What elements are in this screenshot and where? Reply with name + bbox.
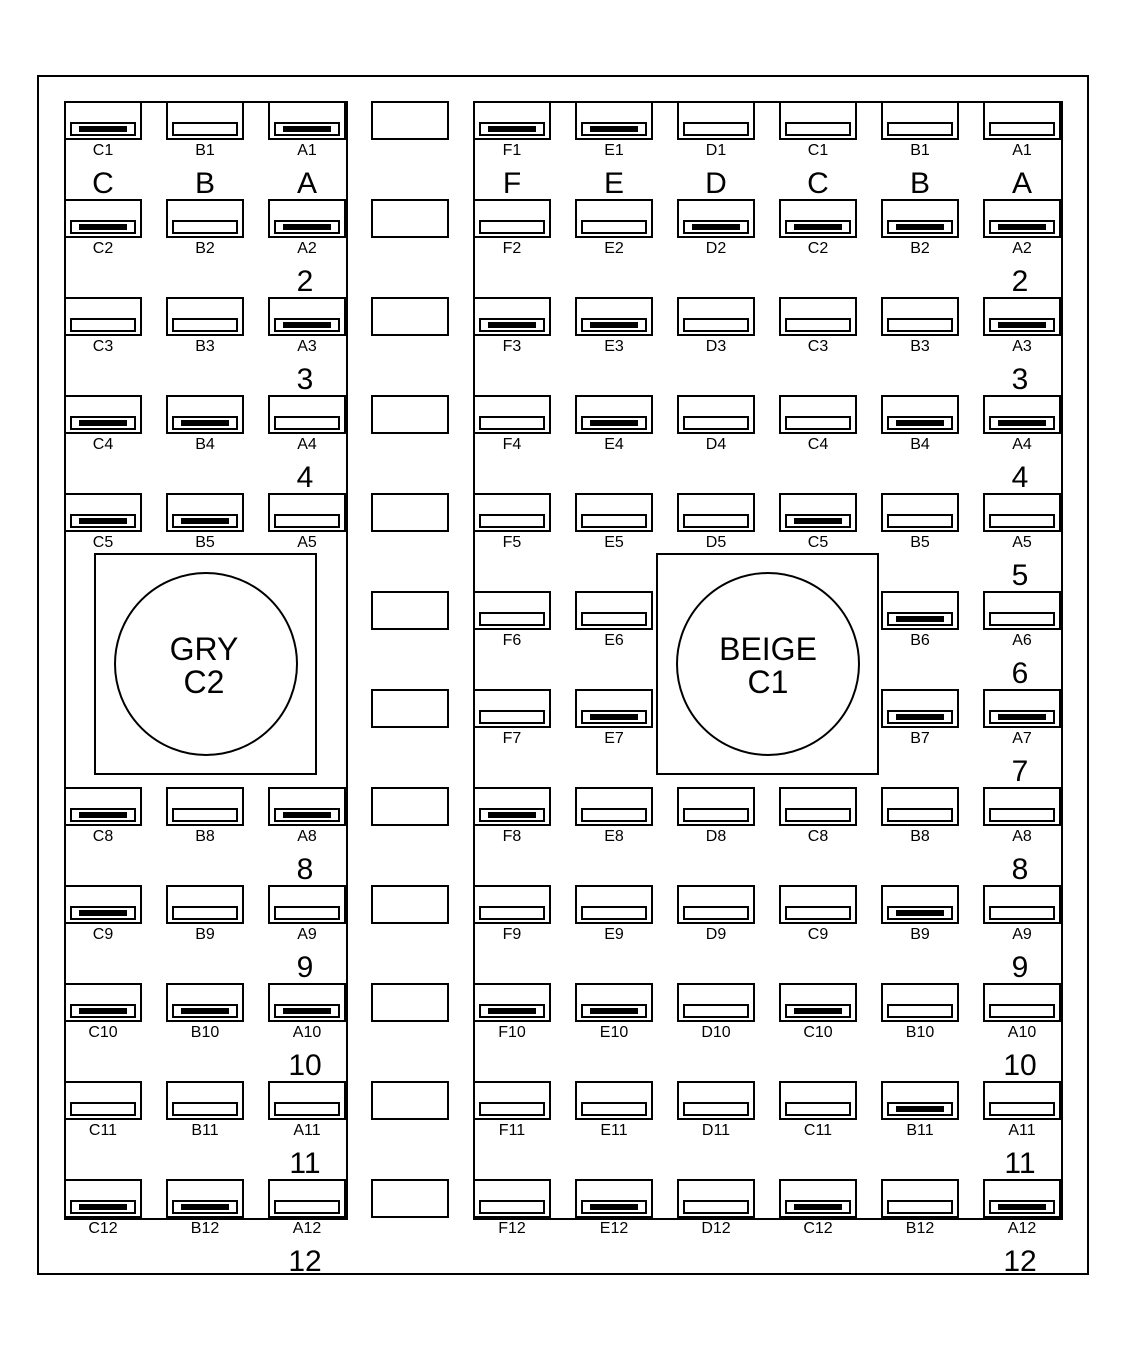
connector-c1-cavity-label: E4 bbox=[604, 436, 624, 453]
connector-c2-cavity-label: A1 bbox=[297, 142, 317, 159]
connector-c2-cavity-label: C4 bbox=[92, 436, 114, 453]
connector-c1-cavity-label: A2 bbox=[1012, 240, 1032, 257]
connector-c1-cavity-label: B10 bbox=[905, 1024, 935, 1041]
connector-c2-cavity-label: C11 bbox=[88, 1122, 118, 1139]
connector-c1-cavity-a5 bbox=[984, 494, 1060, 551]
divider-cell bbox=[372, 1082, 448, 1119]
connector-c1-cavity-label: A8 bbox=[1012, 828, 1032, 845]
terminal-populated-mark bbox=[79, 126, 127, 132]
divider-cell bbox=[372, 592, 448, 629]
connector-c1-cavity-e8 bbox=[576, 788, 652, 845]
divider-cell bbox=[372, 788, 448, 825]
connector-c1-cavity-f12 bbox=[474, 1180, 550, 1237]
connector-c1-cavity-b8 bbox=[882, 788, 958, 845]
terminal-populated-mark bbox=[79, 910, 127, 916]
connector-c1-cavity-label: F1 bbox=[502, 142, 522, 159]
connector-c1-cavity-label: D8 bbox=[705, 828, 727, 845]
connector-c2-cavity-label: B9 bbox=[195, 926, 215, 943]
connector-c1-cavity-label: E1 bbox=[604, 142, 624, 159]
connector-c1-cavity-label: B1 bbox=[910, 142, 930, 159]
connector-c1-cavity-b1 bbox=[882, 102, 958, 159]
connector-c1-cavity-label: C8 bbox=[807, 828, 829, 845]
connector-c1-cavity-e3 bbox=[576, 298, 652, 355]
connector-c1-id-label: C1 bbox=[747, 664, 789, 700]
connector-c1-cavity-label: C11 bbox=[803, 1122, 833, 1139]
connector-c2-cavity-c10 bbox=[65, 984, 141, 1041]
connector-c1-cavity-label: C9 bbox=[807, 926, 829, 943]
connector-c1-cavity-e7 bbox=[576, 690, 652, 747]
divider-cell bbox=[372, 200, 448, 237]
connector-c1-cavity-label: D4 bbox=[705, 436, 727, 453]
connector-c1-cavity-d2 bbox=[678, 200, 754, 257]
connector-c2-cavity-a2 bbox=[269, 200, 345, 257]
connector-c1-column-letter: A bbox=[1011, 167, 1033, 200]
connector-c1-cavity-f3 bbox=[474, 298, 550, 355]
connector-c1-column-letter: F bbox=[502, 167, 522, 200]
connector-c1-column-letter: C bbox=[807, 167, 829, 200]
terminal-populated-mark bbox=[283, 812, 331, 818]
terminal-populated-mark bbox=[590, 420, 638, 426]
divider-cell bbox=[372, 494, 448, 531]
connector-c2-cavity-label: B2 bbox=[195, 240, 215, 257]
connector-c1-cavity-label: C3 bbox=[807, 338, 829, 355]
terminal-populated-mark bbox=[488, 126, 536, 132]
connector-c1-cavity-label: A11 bbox=[1008, 1122, 1036, 1139]
connector-c1-cavity-a10 bbox=[984, 984, 1060, 1041]
connector-c1-cavity-d10 bbox=[678, 984, 754, 1041]
connector-c1-cavity-label: D2 bbox=[705, 240, 727, 257]
terminal-populated-mark bbox=[590, 322, 638, 328]
connector-c2-cavity-b4 bbox=[167, 396, 243, 453]
connector-c1-cavity-c9 bbox=[780, 886, 856, 943]
connector-c2-column-letter: C bbox=[92, 167, 114, 200]
terminal-populated-mark bbox=[79, 224, 127, 230]
connector-c1-column-letter: D bbox=[705, 167, 727, 200]
terminal-populated-mark bbox=[181, 1008, 229, 1014]
connector-c1-cavity-a9 bbox=[984, 886, 1060, 943]
connector-c1-cavity-a1 bbox=[984, 102, 1060, 159]
connector-c1-cavity-e5 bbox=[576, 494, 652, 551]
connector-c1-cavity-a7 bbox=[984, 690, 1060, 747]
connector-c1-cavity-label: E11 bbox=[600, 1122, 628, 1139]
connector-c1-cavity-b12 bbox=[882, 1180, 958, 1237]
connector-c1-cavity-label: B4 bbox=[910, 436, 930, 453]
connector-c2-cavity-label: B10 bbox=[190, 1024, 220, 1041]
connector-c1-row-number: 8 bbox=[1011, 853, 1029, 886]
connector-c2-cavity-label: A8 bbox=[297, 828, 317, 845]
divider-cell bbox=[372, 886, 448, 923]
connector-c2-cavity-b5 bbox=[167, 494, 243, 551]
connector-c1-cavity-label: A7 bbox=[1012, 730, 1032, 747]
terminal-populated-mark bbox=[896, 910, 944, 916]
connector-c2-cavity-b1 bbox=[167, 102, 243, 159]
terminal-populated-mark bbox=[896, 714, 944, 720]
connector-c1-row-number: 11 bbox=[1004, 1147, 1036, 1180]
connector-c1-cavity-label: B5 bbox=[910, 534, 930, 551]
connector-c1-cavity-label: D10 bbox=[701, 1024, 731, 1041]
connector-c1-cavity-d9 bbox=[678, 886, 754, 943]
connector-c1-cavity-label: F9 bbox=[502, 926, 522, 943]
connector-c1-cavity-d8 bbox=[678, 788, 754, 845]
terminal-populated-mark bbox=[794, 1204, 842, 1210]
connector-c2-cavity-label: B3 bbox=[195, 338, 215, 355]
connector-c1-cavity-label: E8 bbox=[604, 828, 624, 845]
connector-c1-cavity-f9 bbox=[474, 886, 550, 943]
connector-c1-cavity-label: E9 bbox=[604, 926, 624, 943]
connector-c1-cavity-label: F7 bbox=[502, 730, 522, 747]
connector-c2-row-number: 9 bbox=[296, 951, 314, 984]
connector-c1-color-label: BEIGE bbox=[719, 631, 817, 667]
connector-c1-row-number: 2 bbox=[1011, 265, 1029, 298]
connector-c2-cavity-label: C8 bbox=[92, 828, 114, 845]
connector-c1-cavity-d4 bbox=[678, 396, 754, 453]
connector-c2-cavity-label: C2 bbox=[92, 240, 114, 257]
connector-c1-cavity-label: E5 bbox=[604, 534, 624, 551]
connector-c1-cavity-label: F6 bbox=[502, 632, 522, 649]
connector-c1-cavity-f1 bbox=[474, 102, 550, 159]
connector-c1-cavity-e1 bbox=[576, 102, 652, 159]
connector-c2-color-label: GRY bbox=[169, 631, 239, 667]
connector-c1-cavity-label: F4 bbox=[502, 436, 522, 453]
connector-c2-cavity-label: A11 bbox=[293, 1122, 321, 1139]
connector-c1-cavity-f8 bbox=[474, 788, 550, 845]
connector-c1-row-number: 5 bbox=[1011, 559, 1029, 592]
connector-c2-cavity-c11 bbox=[65, 1082, 141, 1139]
connector-c1-cavity-c1 bbox=[780, 102, 856, 159]
terminal-populated-mark bbox=[488, 322, 536, 328]
connector-c2-row-number: 3 bbox=[296, 363, 314, 396]
connector-c2-cavity-label: B12 bbox=[190, 1220, 220, 1237]
connector-c1-cavity-c3 bbox=[780, 298, 856, 355]
connector-c2-cavity-c5 bbox=[65, 494, 141, 551]
divider-cell bbox=[372, 396, 448, 433]
terminal-populated-mark bbox=[998, 322, 1046, 328]
connector-c1-cavity-d5 bbox=[678, 494, 754, 551]
connector-c1-cavity-label: B12 bbox=[905, 1220, 935, 1237]
connector-c2-cavity-label: C10 bbox=[88, 1024, 118, 1041]
connector-c2-cavity-label: B4 bbox=[195, 436, 215, 453]
connector-c1-cavity-label: D11 bbox=[701, 1122, 731, 1139]
connector-c1-cavity-label: F2 bbox=[502, 240, 522, 257]
connector-c1-cavity-e12 bbox=[576, 1180, 652, 1237]
connector-c2-row-number: 4 bbox=[296, 461, 314, 494]
connector-c1-cavity-b10 bbox=[882, 984, 958, 1041]
connector-c1-cavity-c4 bbox=[780, 396, 856, 453]
connector-c2-cavity-a5 bbox=[269, 494, 345, 551]
connector-c1-row-number: 10 bbox=[1003, 1049, 1037, 1082]
divider-cell bbox=[372, 984, 448, 1021]
connector-c1-row-number: 6 bbox=[1011, 657, 1029, 690]
terminal-populated-mark bbox=[79, 812, 127, 818]
terminal-populated-mark bbox=[794, 224, 842, 230]
connector-c1-cavity-f2 bbox=[474, 200, 550, 257]
connector-c1-cavity-d11 bbox=[678, 1082, 754, 1139]
connector-c2-cavity-a1 bbox=[269, 102, 345, 159]
connector-c1-cavity-label: A9 bbox=[1012, 926, 1032, 943]
terminal-populated-mark bbox=[896, 616, 944, 622]
connector-c2-cavity-label: B1 bbox=[195, 142, 215, 159]
connector-c2-id-label: C2 bbox=[183, 664, 225, 700]
connector-c1-cavity-d1 bbox=[678, 102, 754, 159]
connector-c2-cavity-label: B5 bbox=[195, 534, 215, 551]
connector-c1-cavity-label: A12 bbox=[1007, 1220, 1037, 1237]
connector-c1-cavity-label: E12 bbox=[599, 1220, 629, 1237]
connector-c1-cavity-label: C5 bbox=[807, 534, 829, 551]
terminal-populated-mark bbox=[896, 1106, 944, 1112]
connector-c1-cavity-e2 bbox=[576, 200, 652, 257]
connector-c1-cavity-a3 bbox=[984, 298, 1060, 355]
connector-c1-cavity-label: C1 bbox=[807, 142, 829, 159]
connector-c2-column-letter: A bbox=[296, 167, 318, 200]
connector-c1-row-number: 7 bbox=[1011, 755, 1029, 788]
connector-c1-cavity-e10 bbox=[576, 984, 652, 1041]
connector-c2-cavity-label: A12 bbox=[292, 1220, 322, 1237]
connector-c2-cavity-c8 bbox=[65, 788, 141, 845]
divider-cell bbox=[372, 690, 448, 727]
connector-c1-cavity-f4 bbox=[474, 396, 550, 453]
connector-c2-row-number: 12 bbox=[288, 1245, 322, 1278]
connector-c2-column-letter: B bbox=[194, 167, 216, 200]
connector-c1-cavity-a8 bbox=[984, 788, 1060, 845]
divider-cell bbox=[372, 102, 448, 139]
connector-c1-cavity-c2 bbox=[780, 200, 856, 257]
connector-c2-cavity-b10 bbox=[167, 984, 243, 1041]
connector-c1-cavity-d3 bbox=[678, 298, 754, 355]
terminal-populated-mark bbox=[998, 420, 1046, 426]
connector-c2-cavity-c1 bbox=[65, 102, 141, 159]
connector-c1-cavity-label: B6 bbox=[910, 632, 930, 649]
connector-c2-row-number: 10 bbox=[288, 1049, 322, 1082]
connector-c1-cavity-label: B2 bbox=[910, 240, 930, 257]
divider-cell-column bbox=[372, 102, 448, 1217]
terminal-populated-mark bbox=[79, 420, 127, 426]
connector-c2-cavity-a11 bbox=[269, 1082, 345, 1139]
connector-c2-row-number: 8 bbox=[296, 853, 314, 886]
connector-c1-cavity-f6 bbox=[474, 592, 550, 649]
connector-c1-row-number: 12 bbox=[1003, 1245, 1037, 1278]
connector-c1-cavity-label: F5 bbox=[502, 534, 522, 551]
connector-c2-cavity-a10 bbox=[269, 984, 345, 1041]
connector-c2-cavity-b12 bbox=[167, 1180, 243, 1237]
connector-c1-cavity-label: F12 bbox=[498, 1220, 526, 1237]
connector-c1-cavity-label: D5 bbox=[705, 534, 727, 551]
connector-c1-cavity-c10 bbox=[780, 984, 856, 1041]
connector-c1-cavity-b3 bbox=[882, 298, 958, 355]
connector-c2-cavity-label: A10 bbox=[292, 1024, 322, 1041]
connector-c1-cavity-label: D9 bbox=[705, 926, 727, 943]
terminal-populated-mark bbox=[283, 1008, 331, 1014]
connector-c1-row-number: 4 bbox=[1011, 461, 1029, 494]
terminal-populated-mark bbox=[181, 518, 229, 524]
connector-c1-cavity-b6 bbox=[882, 592, 958, 649]
connector-c1-column-letter: B bbox=[909, 167, 931, 200]
connector-c1-cavity-label: A1 bbox=[1012, 142, 1032, 159]
connector-c2-cavity-a3 bbox=[269, 298, 345, 355]
connector-c2-cavity-b2 bbox=[167, 200, 243, 257]
connector-c2-cavity-label: A2 bbox=[297, 240, 317, 257]
connector-c1-cavity-e9 bbox=[576, 886, 652, 943]
connector-c2-cavity-c9 bbox=[65, 886, 141, 943]
connector-c2-cavity-label: A3 bbox=[297, 338, 317, 355]
connector-c2-cavity-a9 bbox=[269, 886, 345, 943]
connector-c2-cavity-label: A5 bbox=[297, 534, 317, 551]
terminal-populated-mark bbox=[692, 224, 740, 230]
connector-c1-cavity-c11 bbox=[780, 1082, 856, 1139]
connector-c2-cavity-label: B8 bbox=[195, 828, 215, 845]
divider-cell bbox=[372, 1180, 448, 1217]
connector-c1-cavity-c8 bbox=[780, 788, 856, 845]
terminal-populated-mark bbox=[283, 322, 331, 328]
connector-c2-cavity-label: B11 bbox=[191, 1122, 219, 1139]
connector-c1-cavity-label: C2 bbox=[807, 240, 829, 257]
connector-c2-cavity-label: C5 bbox=[92, 534, 114, 551]
connector-c1-column-letter: E bbox=[603, 167, 625, 200]
terminal-populated-mark bbox=[896, 224, 944, 230]
connector-c1-cavity-label: E2 bbox=[604, 240, 624, 257]
connector-c1-cavity-a11 bbox=[984, 1082, 1060, 1139]
connector-c2-id-block bbox=[95, 554, 316, 774]
connector-c1-cavity-a4 bbox=[984, 396, 1060, 453]
connector-c2-row-number: 2 bbox=[296, 265, 314, 298]
connector-c1-cavity-b2 bbox=[882, 200, 958, 257]
connector-c1-cavity-label: A4 bbox=[1012, 436, 1032, 453]
connector-c2-cavity-b3 bbox=[167, 298, 243, 355]
terminal-populated-mark bbox=[998, 1204, 1046, 1210]
terminal-populated-mark bbox=[283, 126, 331, 132]
connector-c2-cavity-a8 bbox=[269, 788, 345, 845]
connector-c1-cavity-label: E3 bbox=[604, 338, 624, 355]
terminal-populated-mark bbox=[181, 1204, 229, 1210]
connector-c2-cavity-label: A4 bbox=[297, 436, 317, 453]
terminal-populated-mark bbox=[590, 714, 638, 720]
connector-c1-cavity-label: A5 bbox=[1012, 534, 1032, 551]
connector-c1-cavity-label: A3 bbox=[1012, 338, 1032, 355]
connector-c1-cavity-b9 bbox=[882, 886, 958, 943]
connector-c2-cavity-c2 bbox=[65, 200, 141, 257]
connector-c1-cavity-label: F3 bbox=[502, 338, 522, 355]
connector-c2-cavity-b11 bbox=[167, 1082, 243, 1139]
terminal-populated-mark bbox=[79, 518, 127, 524]
terminal-populated-mark bbox=[998, 224, 1046, 230]
connector-c1-cavity-c12 bbox=[780, 1180, 856, 1237]
connector-c1-cavity-label: B8 bbox=[910, 828, 930, 845]
connector-c2-cavity-a12 bbox=[269, 1180, 345, 1237]
connector-c2-cavity-label: A9 bbox=[297, 926, 317, 943]
connector-c1-cavity-a12 bbox=[984, 1180, 1060, 1237]
connector-c1-cavity-label: C10 bbox=[803, 1024, 833, 1041]
connector-c1-cavity-label: D12 bbox=[701, 1220, 731, 1237]
connector-c1-cavity-label: E10 bbox=[599, 1024, 629, 1041]
terminal-populated-mark bbox=[488, 812, 536, 818]
connector-c2-cavity-b8 bbox=[167, 788, 243, 845]
connector-c1-cavity-label: F10 bbox=[498, 1024, 526, 1041]
terminal-populated-mark bbox=[283, 224, 331, 230]
connector-c1-cavity-label: B3 bbox=[910, 338, 930, 355]
connector-c2-cavity-label: C1 bbox=[92, 142, 114, 159]
connector-c1-cavity-e11 bbox=[576, 1082, 652, 1139]
connector-c1-cavity-c5 bbox=[780, 494, 856, 551]
connector-c1-cavity-f10 bbox=[474, 984, 550, 1041]
connector-c2-cavity-c4 bbox=[65, 396, 141, 453]
connector-c1-row-number: 9 bbox=[1011, 951, 1029, 984]
connector-c1-cavity-label: D1 bbox=[705, 142, 727, 159]
terminal-populated-mark bbox=[590, 1204, 638, 1210]
terminal-populated-mark bbox=[998, 714, 1046, 720]
connector-c2-cavity-label: C12 bbox=[88, 1220, 118, 1237]
connector-c1-cavity-e6 bbox=[576, 592, 652, 649]
terminal-populated-mark bbox=[488, 1008, 536, 1014]
connector-c1-cavity-b5 bbox=[882, 494, 958, 551]
terminal-populated-mark bbox=[181, 420, 229, 426]
connector-c1-cavity-label: C12 bbox=[803, 1220, 833, 1237]
connector-c1-cavity-label: D3 bbox=[705, 338, 727, 355]
connector-c2-cavity-label: C3 bbox=[92, 338, 114, 355]
terminal-populated-mark bbox=[590, 1008, 638, 1014]
terminal-populated-mark bbox=[590, 126, 638, 132]
connector-c1-cavity-f11 bbox=[474, 1082, 550, 1139]
connector-c1-cavity-label: B9 bbox=[910, 926, 930, 943]
connector-c2-cavity-label: C9 bbox=[92, 926, 114, 943]
connector-c1-row-number: 3 bbox=[1011, 363, 1029, 396]
connector-c1-id-block bbox=[657, 554, 878, 774]
terminal-populated-mark bbox=[896, 420, 944, 426]
connector-c1-cavity-e4 bbox=[576, 396, 652, 453]
connector-c2-cavity-c12 bbox=[65, 1180, 141, 1237]
connector-c1-cavity-a6 bbox=[984, 592, 1060, 649]
connector-c1-cavity-label: E7 bbox=[604, 730, 624, 747]
connector-c1-cavity-label: A6 bbox=[1012, 632, 1032, 649]
connector-c2-row-number: 11 bbox=[289, 1147, 321, 1180]
connector-c1-cavity-b11 bbox=[882, 1082, 958, 1139]
connector-c1-cavity-f5 bbox=[474, 494, 550, 551]
connector-c1-cavity-label: B7 bbox=[910, 730, 930, 747]
divider-cell bbox=[372, 298, 448, 335]
connector-c1-cavity-label: E6 bbox=[604, 632, 624, 649]
connector-c1-cavity-label: F11 bbox=[498, 1122, 526, 1139]
connector-c1-cavity-label: B11 bbox=[906, 1122, 934, 1139]
connector-c1-cavity-a2 bbox=[984, 200, 1060, 257]
connector-c1-cavity-label: A10 bbox=[1007, 1024, 1037, 1041]
connector-c1-cavity-f7 bbox=[474, 690, 550, 747]
connector-c1-cavity-label: F8 bbox=[502, 828, 522, 845]
terminal-populated-mark bbox=[79, 1008, 127, 1014]
connector-c2-cavity-b9 bbox=[167, 886, 243, 943]
connector-c1-cavity-d12 bbox=[678, 1180, 754, 1237]
connector-c1-cavity-b4 bbox=[882, 396, 958, 453]
terminal-populated-mark bbox=[79, 1204, 127, 1210]
connector-c1-cavity-label: C4 bbox=[807, 436, 829, 453]
terminal-populated-mark bbox=[794, 518, 842, 524]
connector-c1-cavity-b7 bbox=[882, 690, 958, 747]
terminal-populated-mark bbox=[794, 1008, 842, 1014]
connector-c2-cavity-c3 bbox=[65, 298, 141, 355]
connector-c2-cavity-a4 bbox=[269, 396, 345, 453]
